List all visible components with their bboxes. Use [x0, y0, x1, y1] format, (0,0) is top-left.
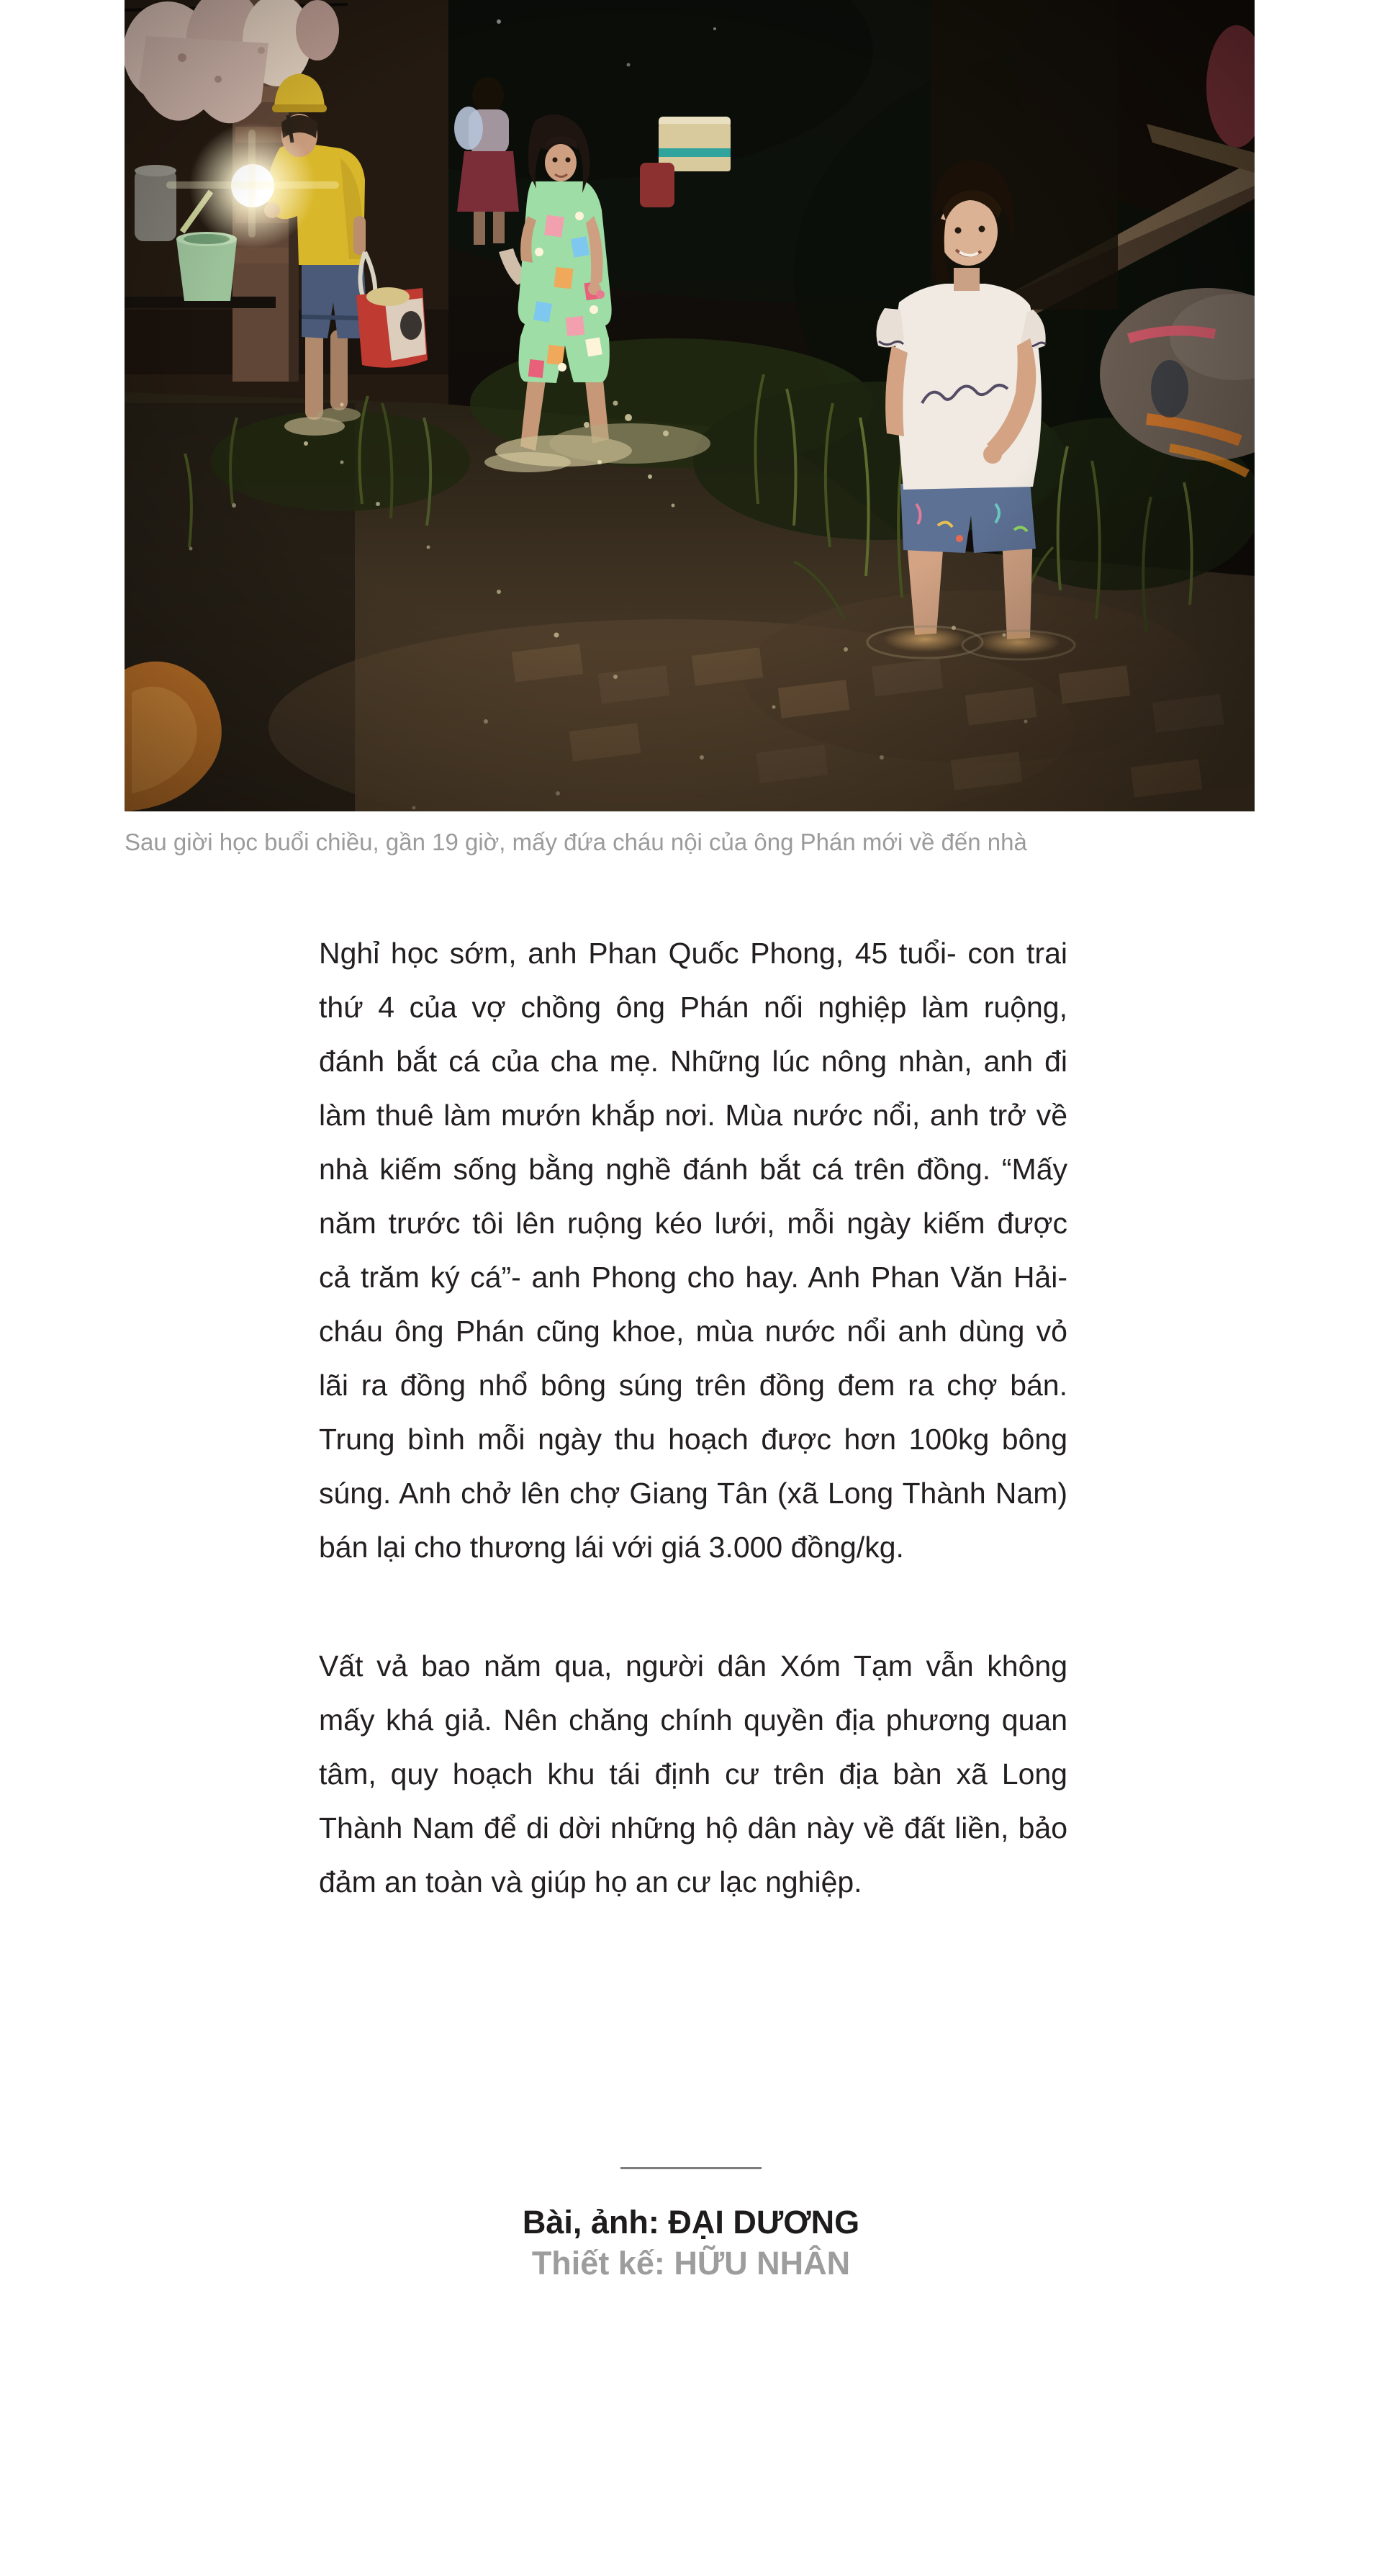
author-credit: Bài, ảnh: ĐẠI DƯƠNG: [522, 2204, 860, 2241]
article-body: [319, 927, 1067, 1909]
credits-block: [0, 2167, 1382, 2284]
photo-figure: [125, 0, 1255, 857]
vignette: [125, 0, 1255, 811]
paragraph-2: Vất vả bao năm qua, người dân Xóm Tạm vẫn không mấy khá giả. Nên chăng chính quyền địa phương quan tâm, quy hoạch khu tái định cư trên địa bàn xã Long Thành Nam để di dời những hộ dân này về đất liền, bảo đảm an toàn và giúp họ an cư lạc nghiệp.: [319, 1649, 1067, 1899]
photo-caption: Sau giời học buổi chiều, gần 19 giờ, mấy đứa cháu nội của ông Phán mới về đến nhà: [125, 829, 1027, 855]
flood-night-photo: [125, 0, 1255, 811]
designer-credit: Thiết kế: HỮU NHÂN: [531, 2245, 851, 2282]
paragraph-1: Nghỉ học sớm, anh Phan Quốc Phong, 45 tuổi- con trai thứ 4 của vợ chồng ông Phán nối nghiệp làm ruộng, đánh bắt cá của cha mẹ. Những lúc nông nhàn, anh đi làm thuê làm mướn khắp nơi. Mùa nước nổi, anh trở về nhà kiếm sống bằng nghề đánh bắt cá trên đồng. “Mấy năm trước tôi lên ruộng kéo lưới, mỗi ngày kiếm được cả trăm ký cá”- anh Phong cho hay. Anh Phan Văn Hải- cháu ông Phán cũng khoe, mùa nước nổi anh dùng vỏ lãi ra đồng nhổ bông súng trên đồng đem ra chợ bán. Trung bình mỗi ngày thu hoạch được hơn 100kg bông súng. Anh chở lên chợ Giang Tân (xã Long Thành Nam) bán lại cho thương lái với giá 3.000 đồng/kg.: [319, 937, 1067, 1564]
credits-divider: [620, 2167, 762, 2169]
